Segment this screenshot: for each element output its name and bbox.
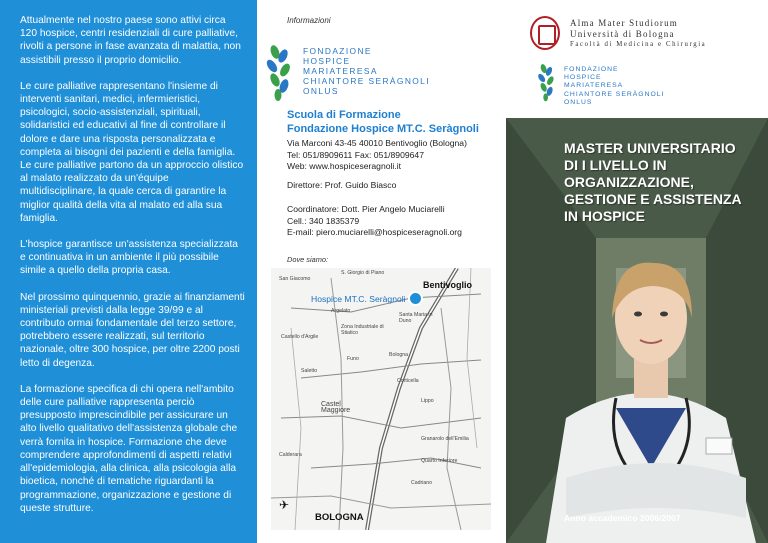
map-town-label: Lippo — [421, 398, 434, 404]
foundation-name-small — [564, 66, 664, 107]
university-name-line-2: Università di Bologna — [570, 29, 675, 39]
intro-paragraph-5: La formazione specifica di chi opera nell'ambito delle cure palliative rappresenta perciò presupposto imprescindibile per assicurare un alto livello qualitativo dell'assistenza globale che verrà fornita in hospice. Formazione che deve comprendere approfondimenti di aspetti relativi all'epidemiologia, alla clinica, alla psicologia alla bioetica, nonché di tematiche riguardanti la programmazione, organizzazione e gestione di queste strutture. — [20, 383, 238, 514]
school-title-line-1: Scuola di Formazione — [287, 109, 401, 121]
foundation-line: HOSPICE — [564, 74, 602, 82]
map-town-label: San Giacomo — [279, 276, 311, 282]
map-town-label: S. Giorgio di Piano — [341, 270, 385, 276]
intro-paragraph-2: Le cure palliative rappresentano l'insieme di interventi sanitari, medici, infermieristici, psicologici, socio-assistenziali, spirituali, solidaristici ed educativi al fine di controllare il dolore e dare una risposta personalizzata e completa ai bisogni dei pazienti e della famiglia. Le cure palliative partono da un approccio olistico al malato realizzato da un'équipe multidisciplinare, la quale cerca di garantire la miglior qualità della vita al malato ed alla sua famiglia. — [20, 80, 244, 224]
foundation-leaf-logo-icon — [263, 42, 297, 102]
dove-siamo-label: Dove siamo: — [287, 255, 329, 264]
map-town-label: Saletto — [301, 368, 318, 374]
location-map — [271, 268, 491, 530]
map-town-label: Calderara — [279, 452, 302, 458]
foundation-line: MARIATERESA — [564, 82, 624, 90]
foundation-line: CHIANTORE SERÀGNOLI — [564, 90, 665, 98]
email-link[interactable]: E-mail: piero.muciarelli@hospiceseragnoli.org — [287, 227, 462, 238]
map-town-label: Castello d'Argile — [281, 334, 319, 340]
map-label-bologna: BOLOGNA — [315, 512, 364, 523]
map-town-label: Castel Maggiore — [321, 401, 351, 414]
master-title-line: MASTER UNIVERSITARIO — [564, 140, 736, 156]
web-link[interactable]: Web: www.hospiceseragnoli.it — [287, 161, 402, 172]
map-town-label: Bologna — [389, 352, 409, 358]
university-name-line-1: Alma Mater Studiorum — [570, 18, 678, 28]
map-town-label: Quarto Inferiore — [421, 458, 458, 464]
map-town-label: Granarolo dell'Emilia — [421, 436, 469, 442]
master-title-line: GESTIONE E ASSISTENZA — [564, 191, 742, 207]
map-town-label: Cadriano — [411, 480, 433, 486]
master-title-line: IN HOSPICE — [564, 208, 645, 224]
direttore-text: Direttore: Prof. Guido Biasco — [287, 180, 397, 190]
foundation-leaf-logo-icon — [534, 62, 560, 102]
map-label-hospice: Hospice MT.C. Seràgnoli — [311, 294, 406, 304]
foundation-line: ONLUS — [564, 98, 593, 106]
map-label-bentivoglio: Bentivoglio — [423, 280, 472, 290]
map-town-label: Funo — [347, 356, 359, 362]
map-town-label: Santa Maria in Duno — [399, 312, 433, 324]
master-title — [564, 140, 759, 225]
foundation-name — [303, 46, 430, 96]
middle-panel — [257, 0, 506, 543]
cell-text: Cell.: 340 1835379 — [287, 215, 360, 226]
address-text: Via Marconi 43-45 40010 Bentivoglio (Bologna) — [287, 138, 467, 148]
coordinatore-text: Coordinatore: Dott. Pier Angelo Muciarelli — [287, 204, 445, 214]
doctor-photo — [506, 118, 768, 543]
direttore-block — [287, 180, 396, 192]
university-seal-icon — [530, 16, 560, 50]
school-title-line-2: Fondazione Hospice MT.C. Seràgnoli — [287, 123, 479, 135]
location-pin-icon — [408, 291, 423, 306]
foundation-line: CHIANTORE SERÀGNOLI — [303, 76, 430, 86]
contact-address-block — [287, 138, 467, 173]
foundation-line: FONDAZIONE — [564, 66, 619, 73]
master-title-line: DI I LIVELLO IN — [564, 157, 667, 173]
foundation-line: FONDAZIONE — [303, 46, 372, 56]
informazioni-label: Informazioni — [287, 16, 331, 25]
foundation-line: ONLUS — [303, 86, 339, 96]
foundation-line: MARIATERESA — [303, 66, 378, 76]
map-town-label: Corticella — [397, 378, 419, 384]
map-town-label: Zona Industriale di Stiatico — [341, 324, 384, 336]
left-panel — [0, 0, 257, 543]
foundation-line: HOSPICE — [303, 56, 351, 66]
airport-icon: ✈ — [279, 498, 290, 512]
school-title — [287, 108, 479, 136]
master-title-line: ORGANIZZAZIONE, — [564, 174, 694, 190]
academic-year: Anno accademico 2006/2007 — [564, 513, 681, 523]
faculty-name: Facoltà di Medicina e Chirurgia — [570, 41, 707, 48]
map-town-label: Argelato — [331, 308, 351, 314]
intro-paragraph-4: Nel prossimo quinquennio, grazie ai finanziamenti ministeriali previsti dalla legge 39/99 e al contributo ormai fondamentale del terzo settore, potrebbero essere realizzati, sul territorio nazionale, oltre 300 hospice, per oltre 2200 posti letto di degenza. — [20, 291, 245, 369]
tel-fax-text: Tel: 051/8909611 Fax: 051/8909647 — [287, 149, 424, 160]
right-panel — [506, 0, 768, 543]
coordinatore-block — [287, 204, 462, 239]
map-roads — [271, 268, 491, 530]
intro-paragraph-3: L'hospice garantisce un'assistenza specializzata e continuativa in un ambiente il più possibile simile a quello della propria casa. — [20, 239, 238, 277]
intro-paragraph-1: Attualmente nel nostro paese sono attivi circa 120 hospice, centri residenziali di cure palliative, rivolti a persone in fase avanzata di malattia, non assistibili presso il proprio domicilio. — [20, 15, 241, 66]
